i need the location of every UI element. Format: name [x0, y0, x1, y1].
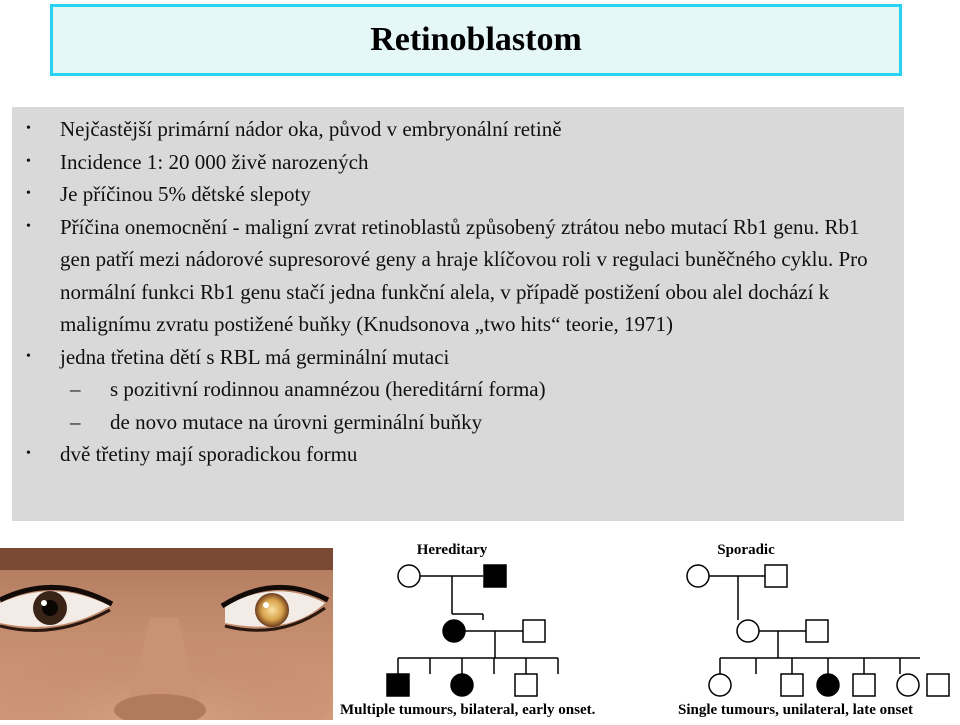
bullet-item: [12, 438, 904, 471]
bullet-item: [12, 113, 904, 146]
bullet-marker: •: [26, 218, 31, 234]
bullet-text: Nejčastější primární nádor oka, původ v embryonální retině: [60, 117, 562, 141]
bullet-marker: •: [26, 153, 31, 169]
bullet-item: [12, 211, 904, 341]
dash-marker: –: [70, 377, 81, 401]
bullet-item: [12, 146, 904, 179]
content-box: [12, 107, 904, 521]
pedigree-diagram: [338, 532, 960, 720]
bullet-marker: •: [26, 121, 31, 136]
bullet-text: jedna třetina dětí s RBL má germinální mutaci: [60, 344, 450, 369]
bullet-marker: •: [26, 186, 31, 201]
sporadic-label: Sporadic: [717, 542, 775, 558]
hereditary-caption: Multiple tumours, bilateral, early onset.: [340, 702, 596, 718]
eyes-photo: [0, 548, 333, 720]
bullet-marker: •: [26, 446, 31, 461]
sub-bullet-text: de novo mutace na úrovni germinální buňky: [110, 409, 483, 434]
dash-marker: –: [70, 409, 81, 434]
bullet-item: [12, 341, 904, 374]
sub-bullet-item: [12, 406, 904, 439]
slide-title: Retinoblastom: [370, 21, 582, 58]
bullet-list: [12, 113, 904, 471]
sporadic-caption: Single tumours, unilateral, late onset: [678, 702, 913, 718]
bullet-text: Je příčinou 5% dětské slepoty: [60, 182, 311, 206]
bullet-text: Incidence 1: 20 000 živě narozených: [60, 149, 369, 174]
pedigree-drawing: [338, 532, 960, 720]
hereditary-label: Hereditary: [416, 542, 488, 558]
sub-bullet-text: s pozitivní rodinnou anamnézou (hereditární forma): [110, 377, 546, 401]
title-box: [50, 4, 902, 76]
sub-bullet-item: [12, 373, 904, 406]
eyes-photo-image: [0, 548, 333, 720]
bullet-marker: •: [26, 348, 31, 364]
bullet-text: dvě třetiny mají sporadickou formu: [60, 442, 358, 466]
bullet-text: Příčina onemocnění - maligní zvrat retinoblastů způsobený ztrátou nebo mutací Rb1 genu. Rb1 gen patří mezi nádorové supresorové geny a hraje klíčovou roli v regulaci buněčného cyklu. Pro normální funkci Rb1 genu stačí jedna funkční alela, v případě postižení obou alel dochází k malignímu zvratu postižené buňky (Knudsonova „two hits“ teorie, 1971): [60, 214, 868, 336]
bullet-item: [12, 178, 904, 211]
